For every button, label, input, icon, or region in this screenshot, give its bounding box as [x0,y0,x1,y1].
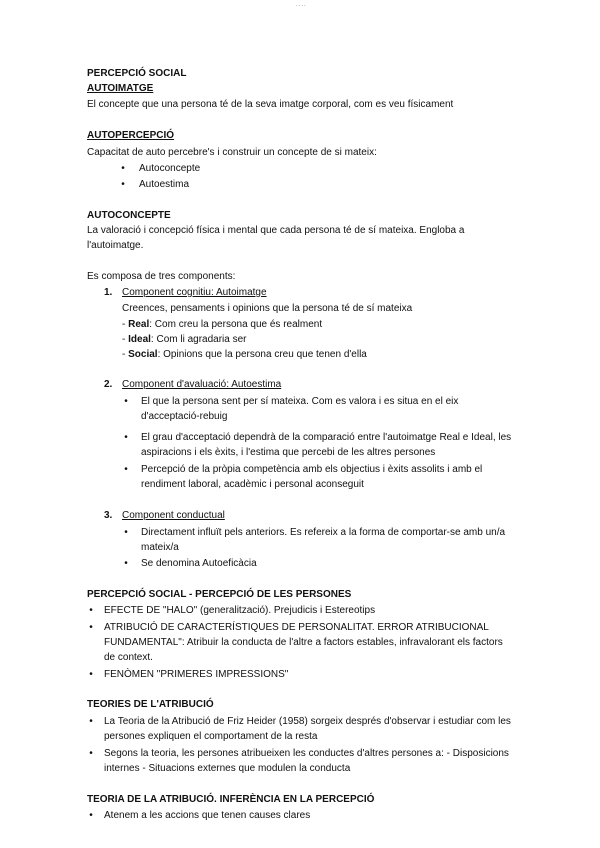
bullet-icon: • [89,605,93,616]
autoconcepte-text-line1: La valoració i concepció física i mental que cada persona té de sí mateixa. Engloba a [87,225,465,236]
list-item-text: Directament influït pels anteriors. Es refereix a la forma de comportar-se amb un/a [141,527,506,538]
list-item-text: EFECTE DE "HALO" (generalització). Prejudicis i Estereotips [104,605,376,616]
dash-icon: - [122,319,126,330]
list-item-text: FUNDAMENTAL": Atribuir la conducta de l'altre a factors estables, infravalorant els factors [104,637,503,648]
component-1-real [122,317,527,332]
bullet-icon: • [121,179,125,190]
autoimatge-definition: El concepte que una persona té de la seva imatge corporal, com es veu físicament [87,99,454,110]
bullet-icon: • [89,716,93,727]
component-number: 1. [104,287,113,298]
list-item-text: La Teoria de la Atribució de Friz Heider (1958) sorgeix després d'observar i estudiar com les [104,716,511,727]
autoconcepte-text-line2: l'autoimatge. [87,240,144,251]
list-item-text: d'acceptació-rebuig [141,411,228,422]
list-item-text: mateix/a [141,542,179,553]
list-item-text: Se denomina Autoeficàcia [141,558,257,569]
list-item-text: Percepció de la pròpia competència amb els objectius i èxits assolits i amb el [141,464,483,475]
list-item-text: ATRIBUCIÓ DE CARACTERÍSTIQUES DE PERSONALITAT. ERROR ATRIBUCIONAL [104,622,489,633]
list-item-text: de context. [104,652,153,663]
bullet-icon: • [89,748,93,759]
component-1-social [122,347,527,362]
bullet-icon: • [124,527,128,538]
heading-teories-atribucio: TEORIES DE L'ATRIBUCIÓ [87,699,214,710]
heading-autoimatge: AUTOIMATGE [87,83,154,94]
list-item-text: Atenem a les accions que tenen causes clares [104,810,311,821]
list-item-text: Autoconcepte [139,163,201,174]
component-title: Component conductual [122,510,225,521]
page-top-mark: .... [296,2,307,8]
autopercepcio-definition: Capacitat de auto percebre's i construir un concepte de si mateix: [87,147,377,158]
component-1-description: Creences, pensaments i opinions que la persona té de sí mateixa [122,303,413,314]
list-item-text: aspiracions i els èxits, i l'estima que percebi de les altres persones [141,447,436,458]
heading-inferencia-percepcio: TEORIA DE LA ATRIBUCIÓ. INFERÈNCIA EN LA PERCEPCIÓ [87,794,375,805]
ideal-text: : Com li agradaria ser [150,334,247,345]
component-title: Component d'avaluació: Autoestima [122,379,282,390]
heading-autoconcepte: AUTOCONCEPTE [87,210,171,221]
component-number: 2. [104,379,113,390]
ideal-label: Ideal [128,334,151,345]
dash-icon: - [122,334,126,345]
bullet-icon: • [121,163,125,174]
section-title-percepcio-social: PERCEPCIÓ SOCIAL [87,68,187,79]
component-number: 3. [104,510,113,521]
list-item-text: El que la persona sent per sí mateixa. Com es valora i es situa en el eix [141,396,459,407]
list-item-text: FENÒMEN "PRIMERES IMPRESSIONS" [104,669,289,680]
bullet-icon: • [89,810,93,821]
components-intro: Es composa de tres components: [87,271,236,282]
list-item-text: Autoestima [139,179,190,190]
dash-icon: - [122,349,126,360]
bullet-icon: • [89,669,93,680]
bullet-icon: • [124,558,128,569]
bullet-icon: • [124,464,128,475]
social-text: : Opinions que la persona creu que tenen d'ella [157,349,367,360]
list-item-text: rendiment laboral, acadèmic i personal aconseguit [141,479,364,490]
social-label: Social [128,349,158,360]
component-title: Component cognitiu: Autoimatge [122,287,267,298]
bullet-icon: • [124,432,128,443]
heading-percepcio-persones: PERCEPCIÓ SOCIAL - PERCEPCIÓ DE LES PERSONES [87,589,352,600]
bullet-icon: • [89,622,93,633]
list-item-text: El grau d'acceptació dependrà de la comparació entre l'autoimatge Real e Ideal, les [141,432,512,443]
real-label: Real [128,319,150,330]
bullet-icon: • [124,396,128,407]
component-1-ideal [122,332,527,347]
list-item-text: Segons la teoria, les persones atribueixen les conductes d'altres persones a: - Disposicions [104,748,509,759]
real-text: : Com creu la persona que és realment [149,319,323,330]
list-item-text: internes - Situacions externes que modulen la conducta [104,763,351,774]
heading-autopercepcio: AUTOPERCEPCIÓ [87,130,175,141]
list-item-text: persones expliquen el comportament de la resta [104,731,318,742]
